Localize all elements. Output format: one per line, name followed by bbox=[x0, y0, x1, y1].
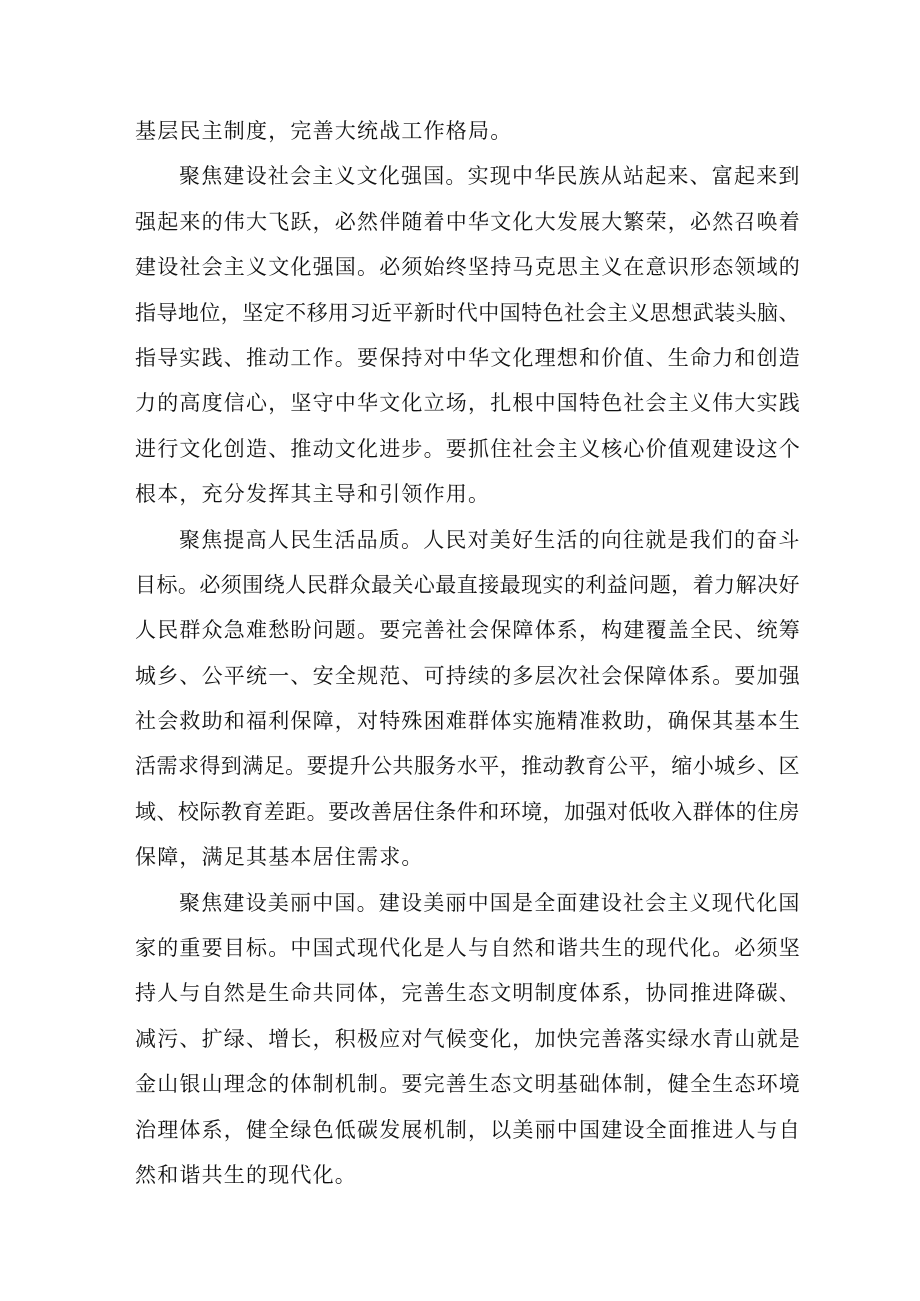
text-line: 指导地位，坚定不移用习近平新时代中国特色社会主义思想武装头脑、 bbox=[135, 300, 800, 325]
text-line: 治理体系，健全绿色低碳发展机制，以美丽中国建设全面推进人与自 bbox=[135, 1117, 801, 1142]
text-line: 然和谐共生的现代化。 bbox=[135, 1162, 357, 1187]
document-body bbox=[135, 109, 805, 1198]
text-line: 金山银山理念的体制机制。要完善生态文明基础体制，健全生态环境 bbox=[135, 1072, 801, 1097]
text-line: 根本，充分发挥其主导和引领作用。 bbox=[135, 482, 491, 507]
paragraph-first-line: 聚焦建设社会主义文化强国。实现中华民族从站起来、富起来到 bbox=[179, 164, 801, 189]
text-line: 基层民主制度，完善大统战工作格局。 bbox=[135, 119, 513, 143]
text-line: 人民群众急难愁盼问题。要完善社会保障体系，构建覆盖全民、统筹 bbox=[135, 618, 801, 643]
text-line: 城乡、公平统一、安全规范、可持续的多层次社会保障体系。要加强 bbox=[135, 663, 801, 688]
text-line: 指导实践、推动工作。要保持对中华文化理想和价值、生命力和创造 bbox=[135, 345, 801, 370]
text-line: 社会救助和福利保障，对特殊困难群体实施精准救助，确保其基本生 bbox=[135, 709, 801, 734]
text-line: 活需求得到满足。要提升公共服务水平，推动教育公平，缩小城乡、区 bbox=[135, 754, 800, 779]
text-line: 保障，满足其基本居住需求。 bbox=[135, 845, 424, 870]
text-line: 家的重要目标。中国式现代化是人与自然和谐共生的现代化。必须坚 bbox=[135, 936, 801, 961]
text-line: 建设社会主义文化强国。必须始终坚持马克思主义在意识形态领域的 bbox=[135, 255, 801, 280]
text-line: 进行文化创造、推动文化进步。要抓住社会主义核心价值观建设这个 bbox=[135, 436, 801, 461]
paragraph-first-line: 聚焦提高人民生活品质。人民对美好生活的向往就是我们的奋斗 bbox=[179, 527, 801, 552]
paragraph-first-line: 聚焦建设美丽中国。建设美丽中国是全面建设社会主义现代化国 bbox=[179, 890, 801, 915]
text-line: 力的高度信心，坚守中华文化立场，扎根中国特色社会主义伟大实践 bbox=[135, 391, 801, 416]
text-line: 域、校际教育差距。要改善居住条件和环境，加强对低收入群体的住房 bbox=[135, 799, 800, 824]
text-line: 强起来的伟大飞跃，必然伴随着中华文化大发展大繁荣，必然召唤着 bbox=[135, 209, 801, 234]
text-line: 减污、扩绿、增长，积极应对气候变化，加快完善落实绿水青山就是 bbox=[135, 1026, 801, 1051]
text-line: 目标。必须围绕人民群众最关心最直接最现实的利益问题，着力解决好 bbox=[135, 572, 800, 597]
text-line: 持人与自然是生命共同体，完善生态文明制度体系，协同推进降碳、 bbox=[135, 981, 801, 1006]
